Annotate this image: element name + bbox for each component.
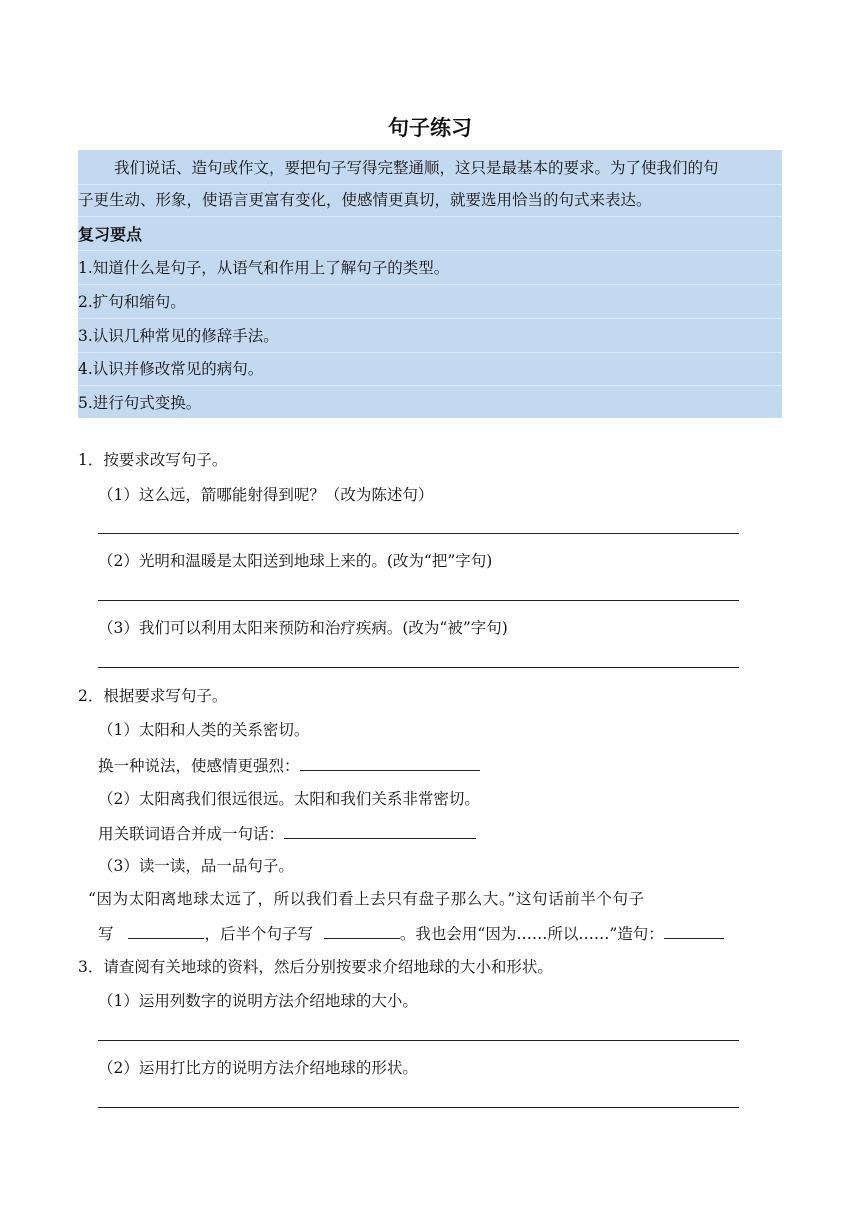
q2-quote-line: “因为太阳离地球太远了，所以我们看上去只有盘子那么大。”这句话前半个句子 <box>88 890 645 908</box>
answer-line[interactable] <box>98 600 739 601</box>
fill-blank[interactable] <box>324 922 400 939</box>
q1-stem: 1．按要求改写句子。 <box>78 451 228 469</box>
q1-item-3: （3）我们可以利用太阳来预防和治疗疾病。(改为“被”字句) <box>98 619 508 637</box>
answer-line[interactable] <box>98 1107 739 1108</box>
fill-blank[interactable] <box>284 822 476 839</box>
q2-prompt-2-label: 用关联词语合并成一句话： <box>98 825 285 843</box>
divider <box>78 216 782 217</box>
q2-fill-c: 。我也会用“因为……所以……”造句： <box>399 925 664 943</box>
review-point: 4.认识并修改常见的病句。 <box>78 360 264 378</box>
page-title: 句子练习 <box>388 116 472 140</box>
intro-line-2: 子更生动、形象，使语言更富有变化，使感情更真切，就要选用恰当的句式来表达。 <box>78 191 652 209</box>
q3-stem: 3．请查阅有关地球的资料，然后分别按要求介绍地球的大小和形状。 <box>78 958 553 976</box>
review-point: 2.扩句和缩句。 <box>78 293 186 311</box>
q3-item-1: （1）运用列数字的说明方法介绍地球的大小。 <box>98 992 418 1010</box>
answer-line[interactable] <box>98 533 739 534</box>
q2-item-3: （3）读一读，品一品句子。 <box>98 857 294 875</box>
q2-item-2: （2）太阳离我们很远很远。太阳和我们关系非常密切。 <box>98 790 480 808</box>
review-point: 3.认识几种常见的修辞手法。 <box>78 327 279 345</box>
divider <box>78 184 782 185</box>
fill-blank[interactable] <box>128 922 204 939</box>
divider <box>78 250 782 251</box>
q2-stem: 2．根据要求写句子。 <box>78 687 228 705</box>
divider <box>78 284 782 285</box>
q2-fill-a: 写 <box>98 925 114 943</box>
q2-prompt-1-label: 换一种说法，使感情更强烈： <box>98 757 300 775</box>
answer-line[interactable] <box>98 667 739 668</box>
review-heading: 复习要点 <box>78 225 143 244</box>
fill-blank[interactable] <box>300 754 480 771</box>
divider <box>78 352 782 353</box>
q2-prompt-2 <box>98 822 476 844</box>
q2-fill-b: ，后半个句子写 <box>204 925 313 943</box>
q2-prompt-1 <box>98 754 480 776</box>
q3-item-2: （2）运用打比方的说明方法介绍地球的形状。 <box>98 1059 418 1077</box>
divider <box>78 385 782 386</box>
review-point: 5.进行句式变换。 <box>78 394 202 412</box>
q2-fill-line <box>98 922 724 944</box>
intro-line-1: 我们说话、造句或作文，要把句子写得完整通顺，这只是最基本的要求。为了使我们的句 <box>114 159 719 177</box>
q1-item-2: （2）光明和温暖是太阳送到地球上来的。(改为“把”字句) <box>98 552 493 570</box>
divider <box>78 318 782 319</box>
answer-line[interactable] <box>98 1040 739 1041</box>
fill-blank[interactable] <box>664 922 724 939</box>
q1-item-1: （1）这么远，箭哪能射得到呢？（改为陈述句） <box>98 486 434 504</box>
review-box <box>78 150 782 418</box>
review-point: 1.知道什么是句子，从语气和作用上了解句子的类型。 <box>78 259 450 277</box>
q2-item-1: （1）太阳和人类的关系密切。 <box>98 721 310 739</box>
